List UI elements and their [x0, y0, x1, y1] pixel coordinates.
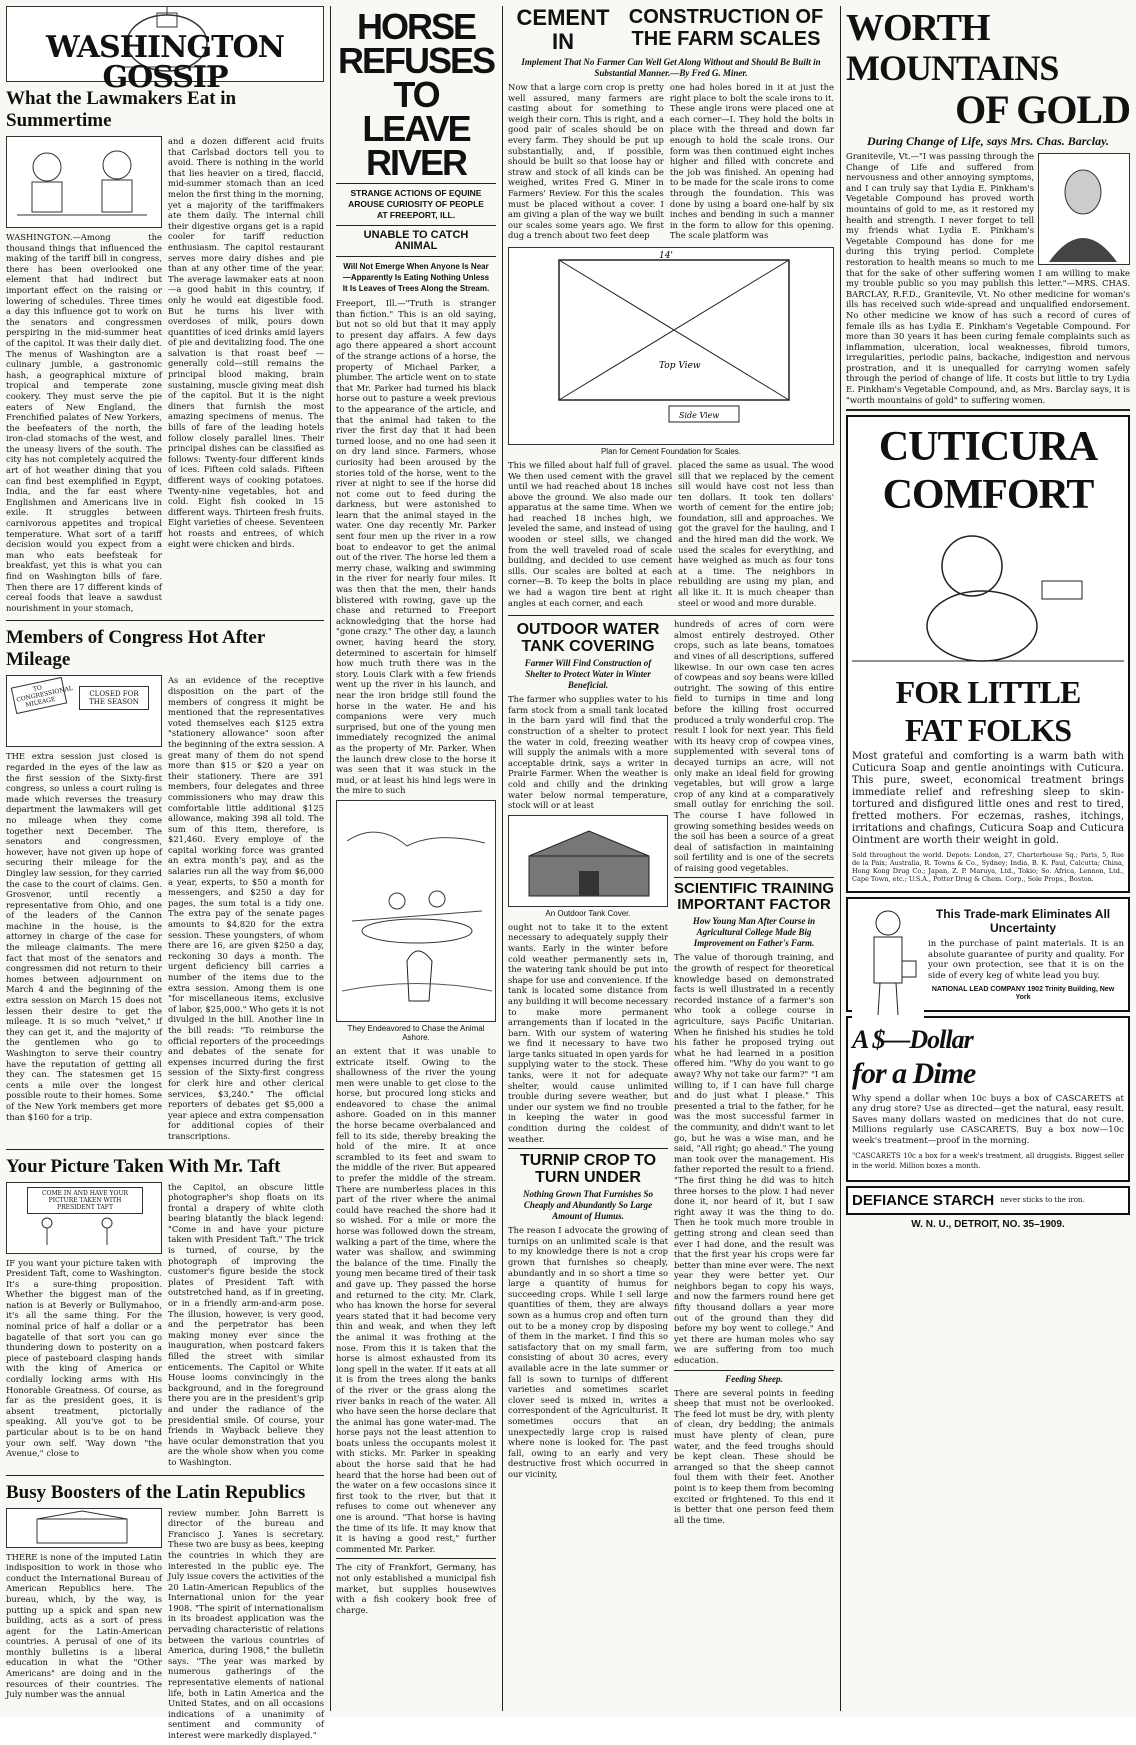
- article-title-feeding-sheep: Feeding Sheep.: [725, 1373, 783, 1384]
- article-text-water-tank-a: The farmer who supplies water to his farm stock from a small tank located in the barn yard will find that the construction of a shelter to protect the water in cold, freezing weather will supply the animals with a more acceptable drink, says a writer in Prairie Farmer. When the weather is cold and chilly and the drinking water below normal temperature, stock will or at least: [508, 694, 668, 811]
- article-text-water-tank-b: ought not to take it to the extent necessary to adequately supply their wants. Early in the winter before cold weather permanently sets in, the watering tank should be put into shape for use and convenience. If the tank is located some distance from any building it will become necessary to make more permanent arrangements than if located in the barn. With our system of watering we find it necessary to have two large tanks situated in open yards for supplying water to the stock. These tanks, were it not for adequate shelter, would cause unlimited trouble during severe weather, but under our system we find no trouble in keeping the water in good condition during the coldest of weather.: [508, 921, 668, 1144]
- illustration-dutch-boy: [852, 903, 924, 1023]
- diagram-dimension: 14': [659, 250, 673, 261]
- article-title-horse: HORSE REFUSES TO LEAVE RIVER: [337, 6, 495, 183]
- article-text-horse-b: an extent that it was unable to extricate itself. Owing to the shallowness of the river the young men were unable to get close to the horse, but procured long sticks and endeavored to chase the animal ashore. Goaded on in this manner the horse became overbalanced and fell to its side, thereby breaking the hold of the mire. It at once scrambled to its feet and swam to the middle of the river. But appeared to prefer the middle of the stream. There are numberless places in this part of the river where the animal could have reached the shore had it so wished. For a mile or more the horse was followed down the stream, walking a part of the time, where the water was shallow, and swimming the balance of the time. Finally the young men became tired of their task and gave up. They passed the horse and returned to the city. Mr. Clark, who has known the horse for several years stated that it had become very thin and weak, and when they left the animal it was frothing at the nose. From this it is taken that the horse is almost exhausted from its long spell in the water. If it eats at all it is from the trees along the banks of the river or the grass along the river banks in reach of the water. All who have seen the horse declare that the animal has gone water-mad. The horse pays not the least attention to boats unless the occupants molest it with sticks. Mr. Parker in speaking about the horse said that he had heard that the horse had been out of the water on a few occasions since it first took to the river, but that it refuses to come out whenever any one is around. "That horse is having the time of its life. It may know that it is having a good rest," further commented Mr. Parker.: [336, 1045, 496, 1554]
- ad-small-cuticura: Sold throughout the world. Depots: London, 27, Charterhouse Sq.; Paris, 5, Rue de la Paix; Australia, R. Towns & Co., Sydney; India, B. K. Paul, Calcutta; China, Hong Kong Drug Co.; Japan, Z. P. Maruya, Ltd., Tokio; So. Africa, Lennon, Ltd., Cape Town, etc.; U.S.A., Potter Drug & Chem. Corp., Sole Props., Boston.: [852, 851, 1124, 884]
- article-text-mileage-b: As an evidence of the receptive disposition on the part of the members of congress it might be mentioned that the representatives voted themselves each $125 extra "stationery allowance" soon after the beginning of the extra session. A great many of them do not spend more than $15 or $20 a year on their stationery. There are 391 members, four delegates and three commissioners who may draw this comfortable little additional $125 allowance, making 398 all told. The sum of this item, therefore, is $21,460. Every employe of the capital working force was granted an extra month's pay, and as the salaries run all the way from $6,000 a year, experts, to $50 a month for messengers, and $250 a day for pages, the sum total is a tidy one. The extra pay of the senate pages amounts to $4,820 for the extra session. These youngsters, of whom there are 16, are given $250 a day, reckoning 30 days a month. The urgent deficiency bill carries a number of the items due to the extra session. Among them is one "for miscellaneous items, exclusive of labor, $25,000." Who gets it is not divulged in the bill. Another line in the bill reads: "To reimburse the official reporters of the proceedings and debates of the senate for expenses incurred during the first session of the Sixty-first congress for clerk hire and other clerical services, $3,240." The official reporters of debates get $5,000 a year apiece and extra compensation for additional copies of their transcriptions.: [168, 675, 324, 1141]
- ad-title-mountains: MOUNTAINS: [846, 48, 1059, 88]
- ad-title-defiance: DEFIANCE STARCH: [852, 1191, 995, 1209]
- column-rule: [330, 6, 331, 1711]
- column-rule: [840, 6, 841, 1711]
- title-cement-b: CONSTRUCTION OF THE FARM SCALES: [628, 6, 824, 50]
- ad-title-trademark: This Trade-mark Eliminates All Uncertainty: [935, 907, 1111, 936]
- ad-national-lead: [846, 897, 1130, 1011]
- ad-company-national-lead: NATIONAL LEAD COMPANY 1902 Trinity Building, New York: [931, 985, 1115, 1001]
- tank-shelter-icon: [509, 816, 667, 904]
- ad-small-defiance: never sticks to the iron.: [1000, 1196, 1085, 1205]
- ad-title-dollar: A $—Dollar: [852, 1024, 973, 1054]
- photo-shop-sign: COME IN AND HAVE YOUR PICTURE TAKEN WITH PRESIDENT TAFT: [27, 1187, 143, 1214]
- ad-title-cuticura: CUTICURA: [878, 424, 1098, 471]
- article-text-feeding-sheep: There are several points in feeding sheep that must not be overlooked. The feed lot must be dry, with plenty of clean, dry bedding; the animals must have plenty of clean, pure water, and the feed troughs should be kept clean. These should be arranged so that the sheep cannot foul them with their feet. Another point is to keep them from becoming excited or frightened. To this end it is better that one person feed them all the time.: [674, 1387, 834, 1525]
- column-farm-articles: [508, 6, 834, 1711]
- ad-deck-barclay: During Change of Life, says Mrs. Chas. Barclay.: [867, 134, 1109, 148]
- page-footer: W. N. U., DETROIT, NO. 35–1909.: [911, 1218, 1065, 1230]
- column-horse-story: [336, 6, 496, 1711]
- illustration-horse-in-river: [336, 800, 496, 1022]
- portrait-mrs-barclay: [1038, 153, 1130, 265]
- deck-water-tank: Farmer Will Find Construction of Shelter to Protect Water in Winter Beneficial.: [524, 658, 652, 691]
- article-text-turnip: The reason I advocate the growing of turnips on an unlimited scale is that to my knowledge there is not a crop grown that furnishes so cheaply, abundantly and in so short a time so large a quantity of humus for succeeding crops. While I sell large quantities of them, they are always sown as a humus crop and often turn out to be a money crop by disposing of them in the market. I find this so satisfactory that on my small farm, consisting of about 30 acres, every available acre in the late summer or fall is sown to turnips of different varieties and sometimes scarlet clover seed is mixed in, writes a correspondent of the Agriculturist. It sometimes occurs that an unexpectedly large crop is raised where none is looked for. The past fall, owing to an early and very destructive frost which occurred in our vicinity,: [508, 1225, 668, 1479]
- article-text-mileage-a: THE extra session just closed is regarded in the eyes of the law as the first session of the Sixty-first congress, so unless a court ruling is made which reverses the treasury department the lawmakers will get no mileage when they come together next December. The senators and congressmen, however, have not given up hope of securing their mileage for the Dingley law session, for they carried the case to the court of claims. Gen. Grosvenor, until recently a representative from Ohio, and one of the leaders of the Cannon machine in the house, is the attorney in charge of the case for the mileage claimants. The mere fact that most of the senators and congressmen did not return to their homes between adjournment on March 4 and the beginning of the extra session on March 15 does not lessen their desire to get the mileage. It is so much "velvet," if they can get it, and the majority of the gentlemen who go to Washington to serve their country have the reputation of getting all they can. The statesmen get 15 cents a mile over the longest possible route to their homes. Some of the New York members get more than $160 for a trip.: [6, 751, 162, 1122]
- people-walking-icon: [7, 1183, 157, 1251]
- illustration-tank-cover: [508, 815, 668, 907]
- article-text-cement-d: placed the same as usual. The wood sill that we replaced by the cement sill would have cost not less than ten dollars. It took ten dollars' worth of cement for the entire job; foundation, sill and approaches. We got the gravel for the hauling, and I and the hired man did the work. We used the scales for everything, and have weighed as much as four tons at a time. The neighbors in rebuilding are using my plan, and all like it. It is much cheaper than steel or wood and more durable.: [678, 459, 834, 608]
- diagram-label-side: Side View: [679, 410, 720, 420]
- column-rule: [502, 6, 503, 1711]
- ad-title-comfort: COMFORT: [882, 472, 1094, 519]
- article-text-cement-b: one had holes bored in it at just the right place to bolt the scale irons to it. These angle irons were placed one at each corner—I. They hold the bolts in place with the thread and down far enough to hold the scale irons. Our form was then continued eight inches higher and filled with concrete and the job was finished. An opening had to be made for the scale irons to come through the foundation. This was done by using a board one-half by six inches and bending in such a manner in the form to allow for this opening. The scale platform was: [669, 82, 834, 241]
- deck-horse-3: Will Not Emerge When Anyone Is Near —Apparently Is Eating Nothing Unless It Is Leaves of Trees Along the Stream.: [342, 262, 490, 293]
- article-text-lawmakers-b: and a dozen different acid fruits that Carlsbad doctors tell you to avoid. There is nothing in the world that lies heavier on a tired, flaccid, mid-summer stomach than an iced melon the first thing in the morning, yet a majority of the tariffmakers ate them daily. The internal chill their digestive organs get is a rapid cooler for tariff reduction enthusiasm. The capitol restaurant serves more dairy dishes and pie than at any other time of the year. The average lawmaker eats at noon—a good habit in this country, if only he would eat digestible food. But he turns his liver with overdoses of milk, pours down quantities of iced drinks amid layers of pie and devitalizing food. The one salvation is that roast beef —generally cold—still remains the principal blood making, brain sustaining, muscle giving meat dish of the capitol. But it is the night diners that furnish the most amazing specimens of menus. The bills of fare of the leading hotels follow closely parallel lines. Their principal dishes can be classified as follows: Twenty-four different kinds of ices. Fifteen cold salads. Fifteen different ways of cooking potatoes. Twenty-nine vegetables, hot and cold. Eight fish cooked in 15 different ways. Thirteen fresh fruits. Eight varieties of cheese. Seventeen hot roasts and entrees, of which eight were chicken and birds.: [168, 136, 324, 549]
- article-title-latin-republics: Busy Boosters of the Latin Republics: [6, 1481, 306, 1503]
- closed-sign: CLOSED FOR THE SEASON: [79, 686, 149, 710]
- article-text-frankfort: The city of Frankfort, Germany, has not only established a municipal fish market, but supplies housewives with a fish cookery book free of charge.: [336, 1562, 496, 1615]
- article-title-lawmakers-eat: What the Lawmakers Eat in Summertime: [6, 88, 237, 131]
- article-text-cement-a: Now that a large corn crop is pretty well assured, many farmers are casting about for something to weigh their corn. This is right, and a good pair of scales should be on every farm. They should be put up substantially, and, if possible, should be built so that loose hay or straw and stock of all kinds can be weighed, writes Fred G. Miner in Farmers' Review. For this the scales must be placed without a cover. I am giving a plan of the way we built our scales some years ago. We first dug a trench about two feet deep: [508, 82, 664, 241]
- deck-horse-1: STRANGE ACTIONS OF EQUINE AROUSE CURIOSITY OF PEOPLE AT FREEPORT, ILL.: [348, 188, 484, 220]
- article-text-cement-c: This we filled about half full of gravel. We then used cement with the gravel until we had reached about 18 inches above the ground. We also made our apparatus at the same time. When we had reached 18 inches high, we leveled the same, and instead of using wooden or steel sills, we changed from the well traveled road of scale building, and decided to use cement sills. Our scales are bolted at each corner—B. To keep the bolts in place we had a wagon tire bent at right angles at each corner, and each: [508, 459, 673, 608]
- article-text-lawmakers-a: WASHINGTON.—Among the thousand things that influenced the making of the tariff bill in congress, there has been overlooked one element that had indirect but important effect on the raising or lowering of schedules. Three times a day this influence got to work on the senators and congressmen perspiring in the mid-summer heat of the capitol. It was their daily diet. The menus of Washington are a culinary jumble, a gastronomic hash, a geographical mixture of tropical and temperate zone cookery. They must serve the pie eaters of New England, the Frenchified palates of New Yorkers, the beefeaters of the north, the iron-clad stomachs of the west, and the uneasy livers of the south. The city has not completely acquired the art of hot weather dining that you can find best exemplified in Egypt, India, and the far east where Englishmen and Americans live in exile. It struggles between carnivorous appetites and tropical temperature. What sort of a tariff decision would you expect from a man who eats beefsteak for breakfast, yet this is what you can find on Washington bills of fare. Then there are 17 different kinds of cereal foods that leave a sawdust nourishment in your stomach,: [6, 232, 162, 613]
- ad-title-for-little: FOR LITTLE: [895, 674, 1081, 711]
- ad-title-fat-folks: FAT FOLKS: [904, 712, 1072, 749]
- dutch-boy-painter-icon: [852, 903, 924, 1023]
- caption-tank-cover: An Outdoor Tank Cover.: [545, 908, 631, 918]
- diagram-scale-foundation: [508, 247, 834, 445]
- article-text-taft-a: IF you want your picture taken with President Taft, come to Washington. It's a sure-thing proposition. Whether the biggest man of the nation is at Beverly or Bullymahoo, it's all the same thing. For the nominal price of half a dollar or a bagatelle of that sort you can go thundering down to posterity on a piece of pasteboard clasping hands with the king of America or cordially locking arms with His Honorable Greatness. Of course, as far as the president goes, it is absent treatment, pictorially speaking. All you've got to be particular about is to be on hand your own self. 'Way down "the Avenue," close to: [6, 1257, 162, 1459]
- caption-scale-plan: Plan for Cement Foundation for Scales.: [600, 446, 742, 456]
- banner-title: WASHINGTON GOSSIP: [45, 30, 284, 95]
- illustration-men-dining: [6, 136, 162, 228]
- article-text-scientific-training: The value of thorough training, and the growth of respect for theoretical knowledge based on demonstrated facts is well illustrated in a recently recorded instance of a farmer's son who took a college course in agriculture, says Pacific Unitarian. When he finished his studies he told his father he proposed trying out what he had learned in a position offered him. "Why do you want to go away? Why not take our farm?" "I am willing to, if I can have full charge and do just what I please." This presented a trial to the father, for he was the most successful farmer in the community, and didn't want to let go, but he was a wise man, and he said, "All right; go ahead." The young man took over the management. His father reported the result to a friend. "The first thing he did was to hitch three horses to the plow. I had never done it, nor heard of it, but I saw right away it was the thing to do. Then he took much more trouble in getting strong and clean seed than ever I had done, and the result was that the first year his crops were far better than mine ever were. The next year they were better yet. Our neighbors began to copy his ways, and now the farmers round here get fifty thousand dollars a year more out of the ground than they did before my boy went to college." And yet there are human moles who say we are suffering from too much education.: [674, 952, 834, 1366]
- ad-small-cascarets: "CASCARETS 10c a box for a week's treatment, all druggists. Biggest seller in the world. Million boxes a month.: [852, 1151, 1124, 1171]
- ad-title-of-gold: OF GOLD: [955, 87, 1130, 132]
- horse-boat-icon: [337, 801, 495, 1019]
- illustration-closed-sign: [6, 675, 162, 747]
- ad-defiance-starch: [846, 1186, 1130, 1215]
- diagram-label-top: Top View: [659, 360, 701, 371]
- baby-icon: [852, 521, 1124, 671]
- column-advertisements: [846, 6, 1130, 1711]
- illustration-photo-shop: [6, 1182, 162, 1254]
- scale-plan-diagram: [509, 248, 833, 442]
- article-text-horse-a: Freeport, Ill.—"Truth is stranger than fiction." This is an old saying, but not so old but that it may apply to present day affairs. A few days ago there appeared a short account of the strange actions of a horse, the property of Michael Parker, a plumber. The article went on to state that Mr. Parker had turned his black horse out to pasture a week previous to the appearance of the article, and that the animal had taken to the river the first day that it had been turned loose, and no one had seen it on dry land since. Farmers, whose curiosity had been aroused by the stories told of the horse, went to the river at night to see if the horse did not come out to feed during the darkness, but were astonished to learn that the animal stayed in the water. One day recently Mr. Parker sent four men up the river in a row boat to endeavor to get the animal out of the river. The horse led them a merry chase, walking and swimming in the river for nearly four miles. It was then that the men, their hands blistered with rowing, gave up the chase and returned to Freeport acknowledging that the horse had "gone crazy." The other day, a launch owner, having heard the story, determined to ascertain for himself how much truth there was in the story. Louis Clark with a few friends went up the river in his launch, and near the iron bridge still found the horse in the water. He and his companions were very much surprised, but one of the young men immediately recognized the animal as the property of Mr. Parker. When the launch drew close to the horse it was seen that it was stuck in the mud, or at least his hind legs were in the mire to such: [336, 298, 496, 796]
- caption-horse: They Endeavored to Chase the Animal Ashore.: [347, 1023, 485, 1042]
- article-text-turnip-continued: hundreds of acres of corn were almost entirely destroyed. Other crops, such as late beans, tomatoes and vines of all descriptions, suffered likewise. In our own case ten acres of cowpeas and soy beans were killed outright. The sowing of this entire field to turnips in time and long before the killing frost occurred produced a truly wonderful crop. The result I look for next year. This field with its heavy crop of cowpea vines, supplemented with several tons of decayed turnips an acre, will not only make an ideal field for growing vegetables, but will grow a large crop of any kind at a comparatively small outlay for enriching the soil. The course I have followed in growing something besides weeds on the soil has been a source of a great deal of satisfaction in maintaining soil fertility and is one of the secrets of raising good vegetables.: [674, 619, 834, 873]
- ad-text-cuticura: Most grateful and comforting is a warm bath with Cuticura Soap and gentle anointings with Cuticura. This pure, sweet, economical treatment brings immediate relief and refreshing sleep to skin-tortured and disfigured little ones and rest to tired, fretted mothers. For eczemas, rashes, itchings, irritations and chafings, Cuticura Soap and Cuticura Ointment are worth their weight in gold.: [852, 751, 1124, 847]
- article-title-turnip: TURNIP CROP TO TURN UNDER: [519, 1152, 657, 1187]
- article-title-scientific-training: SCIENTIFIC TRAINING IMPORTANT FACTOR: [674, 880, 834, 914]
- deck-turnip: Nothing Grown That Furnishes So Cheaply and Abundantly So Large Amount of Humus.: [522, 1189, 654, 1222]
- ad-title-dime: for a Dime: [852, 1056, 976, 1090]
- mileage-sign: TO CONGRESSIONAL MILEAGE: [11, 677, 67, 714]
- ad-title-worth: WORTH: [846, 7, 990, 49]
- ad-text-trademark: in the purchase of paint materials. It is an absolute guarantee of purity and quality. For your own protection, see that it is on the side of every keg of white lead you buy.: [928, 939, 1124, 982]
- deck-cement: Implement That No Farmer Can Well Get Along Without and Should Be Built in Substantial Manner.—By Fred G. Miner.: [521, 57, 821, 78]
- column-washington-gossip: [6, 6, 324, 1740]
- article-title-water-tank: OUTDOOR WATER TANK COVERING: [516, 621, 660, 656]
- title-cement-a: CEMENT IN: [516, 5, 610, 54]
- dining-men-icon: [7, 137, 157, 225]
- article-title-taft-picture: Your Picture Taken With Mr. Taft: [6, 1155, 281, 1177]
- woman-portrait-icon: [1039, 154, 1127, 262]
- article-text-latin-a: THERE is none of the imputed Latin indisposition to work in those who conduct the International Bureau of American Republics here. The bureau, which, by the way, is putting up a spick and span new building, acts as a sort of press agent for the Latin-American countries. A perusal of one of its monthly bulletins is a liberal education in what the "Other Americans" are doing and in the resources of their countries. The July number was the annual: [6, 1551, 162, 1700]
- illustration-bureau-building: [6, 1508, 162, 1548]
- ad-text-pinkham: Granitevile, Vt.—"I was passing through the Change of Life and suffered from nervousness and other annoying symptoms, and I can truly say that Lydia E. Pinkham's Vegetable Compound has proved worth mountains of gold to me, as it restored my health and strength. I never forget to tell my friends what Lydia E. Pinkham's Vegetable Compound has done for me during this trying period. Complete restoration to health means so much to me that for the sake of other suffering women I am willing to make my trouble public so you may publish this letter."—MRS. CHAS. BARCLAY, R.F.D., Granitevile, Vt. No other medicine for woman's ills has received such wide-spread and unqualified endorsement. No other medicine we know of has such a record of cures of female ills as has Lydia E. Pinkham's Vegetable Compound. For more than 30 years it has been curing female complaints such as inflammation, ulceration, local weaknesses, fibroid tumors, irregularities, periodic pains, backache, indigestion and nervous prostration, and it is unequalled for carrying women safely through the period of change of life. It costs but little to try Lydia E. Pinkham's Vegetable Compound, and, as Mrs. Barclay says, it is "worth mountains of gold" to suffering women.: [846, 151, 1130, 405]
- ad-cuticura: [846, 415, 1130, 893]
- article-text-taft-b: the Capitol, an obscure little photographer's shop floats on its frontal a drapery of white cloth bearing blatantly the black legend: "Come in and have your picture taken with President Taft." The trick is turned, of course, by the photograph of improving the customer's figure beside the stock plates of President Taft with outstretched hand, as if in greeting, or in a friendly arm-and-arm pose. The illusion, however, is very good, and the perpetrator has been making money ever since the inauguration, when postcard fakers filled the street with similar enticements. The Capitol or White House looms convincingly in the background, and in the foreground there you are in the president's grip and under the radiance of the presidential smile. Of course, your friends in Wayback believe they have ocular demonstration that you are the whole show when you come to Washington.: [168, 1181, 324, 1467]
- article-text-latin-b: review number. John Barrett is director of the bureau and Francisco J. Yanes is secretary. These two are busy as bees, keeping the countries in which they are interested in the public eye. The July issue covers the activities of the 20 Latin-American Republics of the International union for the year 1908. "The spirit of internationalism in its broadest application was the pervading characteristic of relations between the various countries of America, during 1908," the bulletin says. "The year was marked by numerous gatherings of the representative elements of national life, both in Latin America and the United States, and on all occasions indications of a unanimity of sentiment and community of interest were markedly displayed.": [168, 1507, 324, 1740]
- washington-gossip-banner: [6, 6, 324, 95]
- deck-horse-2: UNABLE TO CATCH ANIMAL: [363, 229, 469, 252]
- building-icon: [7, 1509, 157, 1545]
- ad-cascarets: [846, 1016, 1130, 1182]
- deck-scientific-training: How Young Man After Course in Agricultural College Made Big Improvement on Father's Farm.: [692, 916, 816, 949]
- illustration-baby-bath: [852, 521, 1124, 671]
- ad-text-cascarets: Why spend a dollar when 10c buys a box of CASCARETS at any drug store? Use as directed—get the natural, easy result. Saves many dollars wasted on medicines that do not cure. Millions regularly use CASCARETS. Buy a box now—10c week's treatment—proof in the morning.: [852, 1093, 1124, 1146]
- article-title-mileage: Members of Congress Hot After Mileage: [6, 627, 265, 671]
